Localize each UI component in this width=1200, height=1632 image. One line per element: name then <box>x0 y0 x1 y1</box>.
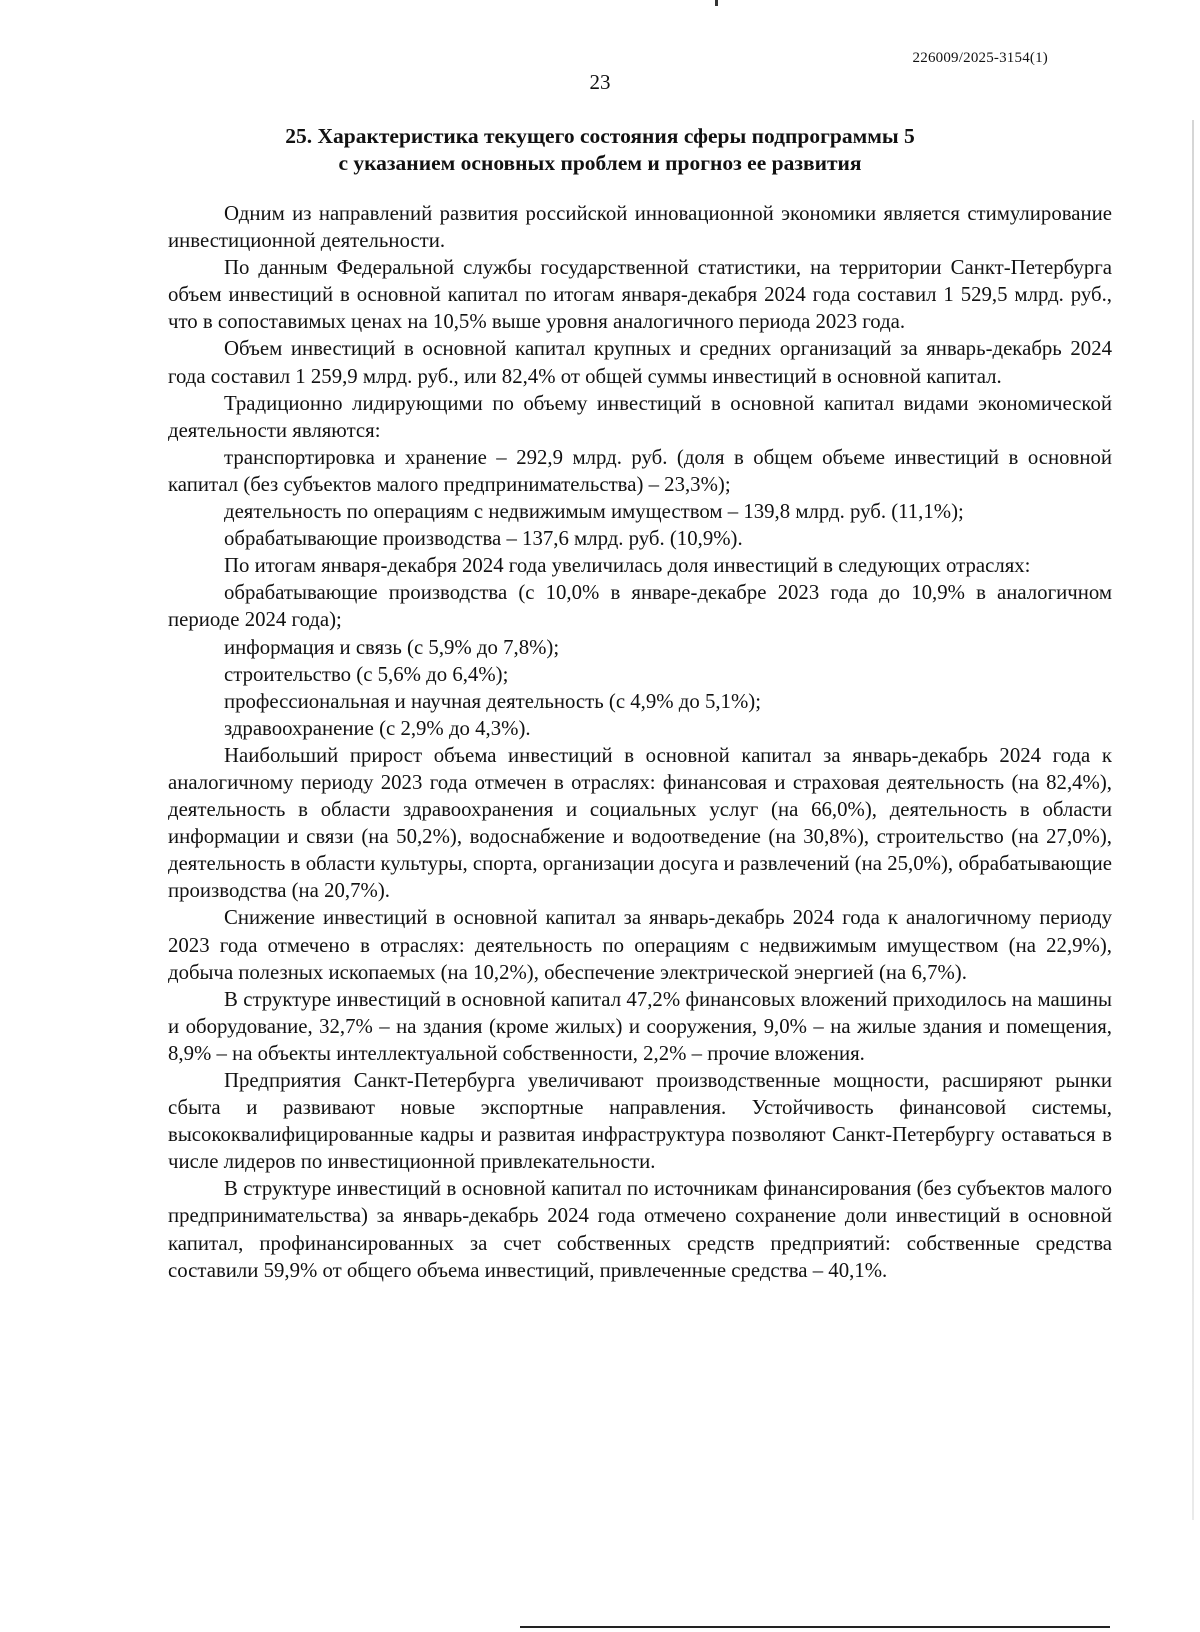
scan-edge-mark <box>715 0 718 6</box>
body-text <box>168 200 1112 1284</box>
page-number: 23 <box>589 70 611 94</box>
paragraph: В структуре инвестиций в основной капитал по источникам финансирования (без субъектов малого предпринимательства) за январь-декабрь 2024 года отмечено сохранение доли инвестиций в основной капитал, профинансированных за счет собственных средств предприятий: собственные средства составили 59,9% от общего объема инвестиций, привлеченные средства – 40,1%. <box>168 1177 1112 1282</box>
paragraph: По итогам января-декабря 2024 года увеличилась доля инвестиций в следующих отраслях: <box>224 554 1031 578</box>
list-item: здравоохранение (с 2,9% до 4,3%). <box>224 716 531 740</box>
paragraph: Традиционно лидирующими по объему инвестиций в основной капитал видами экономической деятельности являются: <box>168 391 1112 442</box>
document-id: 226009/2025-3154(1) <box>912 50 1048 66</box>
list-item: строительство (с 5,6% до 6,4%); <box>224 662 509 686</box>
list-item: деятельность по операциям с недвижимым имуществом – 139,8 млрд. руб. (11,1%); <box>224 500 964 524</box>
heading-line-1: 25. Характеристика текущего состояния сферы подпрограммы 5 <box>285 124 915 148</box>
list-item: профессиональная и научная деятельность (с 4,9% до 5,1%); <box>224 689 761 713</box>
scan-edge-line <box>520 1626 1110 1628</box>
paragraph: Объем инвестиций в основной капитал крупных и средних организаций за январь-декабрь 2024 года составил 1 259,9 млрд. руб., или 82,4% от общей суммы инвестиций в основной капитал. <box>168 337 1112 388</box>
scan-edge-shadow <box>1192 120 1194 1520</box>
paragraph: Одним из направлений развития российской инновационной экономики является стимулирование инвестиционной деятельности. <box>168 202 1112 253</box>
paragraph: Снижение инвестиций в основной капитал за январь-декабрь 2024 года к аналогичному периоду 2023 года отмечено в отраслях: деятельность по операциям с недвижимым имуществом (на 22,9%), добыча полезных ископаемых (на 10,2%), обеспечение электрической энергией (на 6,7%). <box>168 906 1112 984</box>
paragraph: В структуре инвестиций в основной капитал 47,2% финансовых вложений приходилось на машины и оборудование, 32,7% – на здания (кроме жилых) и сооружения, 9,0% – на жилые здания и помещения, 8,9% – на объекты интеллектуальной собственности, 2,2% – прочие вложения. <box>168 987 1112 1065</box>
paragraph: По данным Федеральной службы государственной статистики, на территории Санкт-Петербурга объем инвестиций в основной капитал по итогам января-декабря 2024 года составил 1 529,5 млрд. руб., что в сопоставимых ценах на 10,5% выше уровня аналогичного периода 2023 года. <box>168 256 1112 334</box>
list-item: обрабатывающие производства (с 10,0% в январе-декабре 2023 года до 10,9% в аналогичном периоде 2024 года); <box>168 581 1112 632</box>
list-item: информация и связь (с 5,9% до 7,8%); <box>224 635 560 659</box>
paragraph: Наибольший прирост объема инвестиций в основной капитал за январь-декабрь 2024 года к аналогичному периоду 2023 года отмечен в отраслях: финансовая и страховая деятельность (на 82,4%), деятельность в области здравоохранения и социальных услуг (на 66,0%), деятельность в области информации и связи (на 50,2%), водоснабжение и водоотведение (на 30,8%), строительство (на 27,0%), деятельность в области культуры, спорта, организации досуга и развлечений (на 25,0%), обрабатывающие производства (на 20,7%). <box>168 743 1112 903</box>
list-item: обрабатывающие производства – 137,6 млрд. руб. (10,9%). <box>224 527 743 551</box>
list-item: транспортировка и хранение – 292,9 млрд. руб. (доля в общем объеме инвестиций в основной капитал (без субъектов малого предпринимательства) – 23,3%); <box>168 445 1112 496</box>
section-heading <box>150 123 1050 177</box>
heading-line-2: с указанием основных проблем и прогноз ее развития <box>338 151 862 175</box>
paragraph: Предприятия Санкт-Петербурга увеличивают производственные мощности, расширяют рынки сбыта и развивают новые экспортные направления. Устойчивость финансовой системы, высококвалифицированные кадры и развитая инфраструктура позволяют Санкт-Петербургу оставаться в числе лидеров по инвестиционной привлекательности. <box>168 1069 1112 1174</box>
